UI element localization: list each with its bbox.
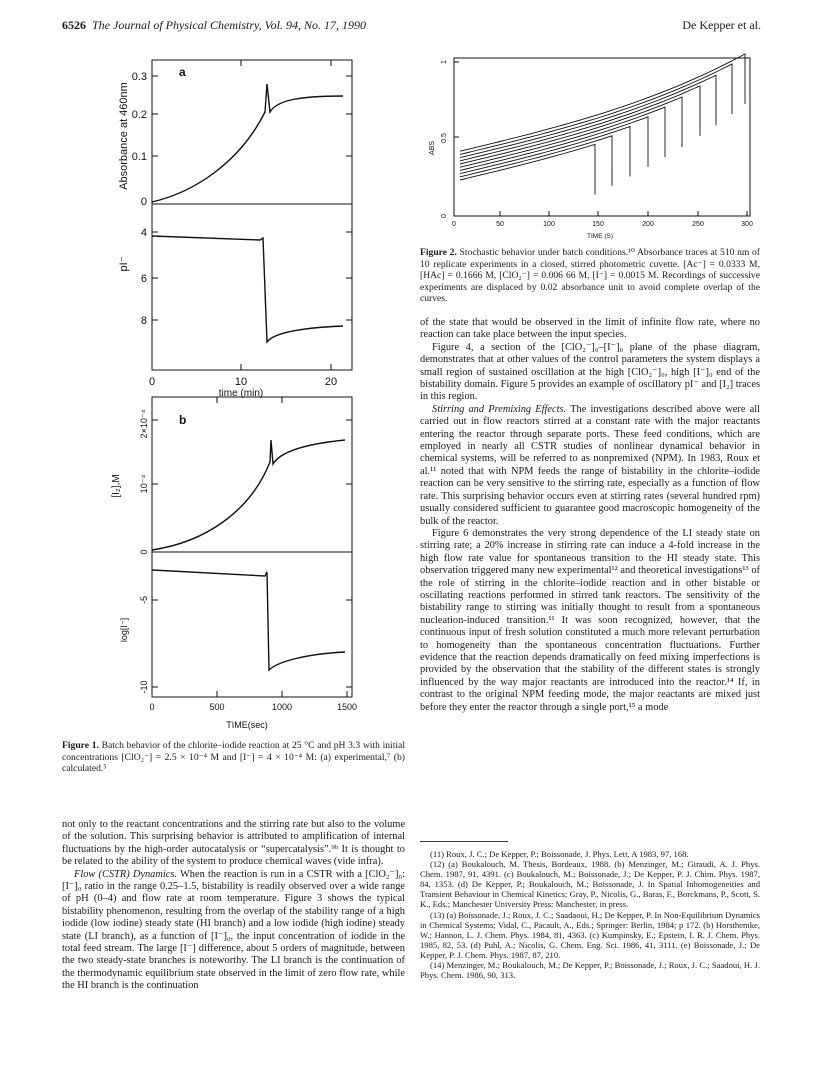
- running-header: [62, 18, 366, 33]
- paragraph: Figure 6 demonstrates the very strong dependence of the LI steady state on stirring rate; a 20% increase in stirring rate can induce a 4-fold increase in the high flow rate value for spontaneous transition to the HI steady state. This observation triggered many new experimental¹² and theoretical investigations¹³ of the role of stirring in the chlorite–iodide reaction and in other bistable or oscillating reactions performed in stirred tank reactors. The sensitivity of the bistability range to stirring was initially thought to result from a spontaneous nucleation-induced transition.¹¹ It was soon recognized, however, that the continuous input of fresh solution constituted a much more relevant perturbation to homogeneity than the spontaneous concentration fluctuations. Further evidence that the reaction depends dramatically on feed mixing imperfections is provided by the observation that the stability of the different states is strongly influenced by the way major reactants are introduced into the reactor.¹⁴ If, in contrast to the original NPM feeding mode, the major reactants are mixed just before they enter the reactor through a single port,¹⁵ a mode: [420, 527, 760, 713]
- figure-1b-ytick: 2×10⁻⁴: [139, 409, 149, 439]
- section-heading: Stirring and Premixing Effects.: [432, 403, 567, 415]
- figure-1b-frame: [152, 397, 352, 697]
- figure-1-caption-label: Figure 1.: [62, 740, 99, 751]
- figure-2-traces: [460, 54, 745, 195]
- reference-item: (13) (a) Boissonade, J.; Roux, J. C.; Saadaoui, H.; De Kepper, P. In Non-Equilibrium Dynamics in Chemical Systems; Vidal, C., Pacault, A., Eds.; Springer: Berlin, 1984; p 172. (b) Horsthemke, W.; Hannon, L. J. Chem. Phys. 1984, 81, 4363. (c) Kumpinsky, E.; Epstein, I. R. J. Chem. Phys. 1985, 82, 53. (d) Puhl, A.; Nicolis, G. Chem. Eng. Sci. 1986, 41, 3111. (e) Boissonade, J.; De Kepper, P. J. Chem. Phys. 1987, 87, 210.: [420, 909, 760, 960]
- figure-1b-xtick: 1500: [336, 702, 358, 712]
- figure-1-caption: [62, 740, 405, 775]
- figure-2-ytick: 0: [441, 214, 448, 218]
- left-column-text: [62, 819, 405, 993]
- figure-2-caption: [420, 247, 760, 305]
- figure-1b-iodine-curve: [152, 440, 345, 550]
- figure-2-trace: [460, 54, 745, 151]
- reference-item: (12) (a) Boukalouch, M. Thesis, Bordeaux, 1988. (b) Menzinger, M.; Giraudi, A. J. Phys. Chem. 1987, 91, 4391. (c) Boukalouch, M.; Boissonade, J.; De Kepper, P. J. Chim. Phys. 1987, 84, 1353. (d) De Kepper, P.; Boukalouch, M.; Boissonade, J. In Spatial Inhomogeneities and Transient Behaviour in Chemical Kinetics; Gray, P., Nicolis, G., Baras, F., Borckmans, P., Scott, S. K., Eds.; Manchester University Press: Manchester, in press.: [420, 859, 760, 910]
- section-heading: Flow (CSTR) Dynamics.: [74, 868, 178, 880]
- figure-1b-bottom-ylabel: log[I⁻]: [119, 617, 129, 643]
- figure-2-xtick: 300: [741, 221, 753, 228]
- reference-item: (14) Menzinger, M.; Boukalouch, M.; De Kepper, P.; Boissonade, J.; Roux, J. C.; Saadoui, H. J. Phys. Chem. 1986, 90, 313.: [420, 960, 760, 981]
- paragraph: of the state that would be observed in the limit of infinite flow rate, where no reaction can take place between the input species.: [420, 317, 760, 341]
- footnote-rule: [420, 841, 508, 842]
- figure-1-caption-text: Batch behavior of the chlorite–iodide reaction at 25 °C and pH 3.3 with initial concentrations [ClO₂⁻] = 2.5 × 10⁻⁴ M and [I⁻] = 4 × 10⁻⁴ M: (a) experimental,⁷ (b) calculated.⁵: [62, 740, 405, 775]
- paragraph: Stirring and Premixing Effects. The investigations described above were all carried out in flow reactors stirred at a constant rate with the major reactants entering the reactor through separate ports. These feed conditions, which are employed in nearly all CSTR studies of nonlinear dynamical behavior in chemical systems, will be referred to as nonpremixed (NPM). In 1983, Roux et al.¹¹ noted that with NPM feeds the range of bistability in the chlorite–iodide reaction can be very sensitive to the stirring rate, especially as a function of flow rate. This surprising behavior occurs even at stirring rates (several hundred rpm) usually considered sufficient to guarantee good macroscopic homogeneity of the bulk of the reactor.: [420, 403, 761, 527]
- figure-2-xtick: 0: [452, 221, 456, 228]
- references: [420, 849, 760, 980]
- figure-1b-ytick: -10: [139, 680, 149, 694]
- figure-2-xtick: 50: [496, 221, 504, 228]
- figure-1a-ytick: 0.2: [131, 109, 147, 121]
- figure-1a-ytick: 6: [140, 273, 147, 285]
- figure-1b-top-ylabel: [I₂],M: [111, 474, 122, 498]
- figure-2-caption-label: Figure 2.: [420, 247, 457, 258]
- figure-1b-xtick: 1000: [271, 702, 293, 712]
- figure-2-ytick: 1: [441, 60, 448, 64]
- figure-1b-xtick: 500: [209, 702, 225, 712]
- author-header: De Kepper et al.: [682, 18, 761, 32]
- figure-1a-xtick: 10: [234, 376, 248, 388]
- figure-1b-xtick: 0: [149, 702, 155, 712]
- figure-2-ylabel: ABS: [429, 140, 436, 156]
- figure-1a-pI-curve: [152, 236, 343, 342]
- figure-1a-xtick: 20: [324, 376, 338, 388]
- figure-1a-ytick: 0.3: [131, 71, 147, 83]
- figure-1b-xlabel: TIME(sec): [226, 720, 268, 730]
- figure-1a-top-ylabel: Absorbance at 460nm: [118, 82, 130, 190]
- figure-1b-ytick: 0: [139, 549, 149, 555]
- journal-citation: The Journal of Physical Chemistry, Vol. 94, No. 17, 1990: [92, 18, 366, 32]
- figure-1b-ytick: 10⁻⁴: [139, 474, 149, 494]
- figure-1b-ytick: -5: [139, 595, 149, 605]
- figure-1a-xlabel: time (min): [218, 388, 264, 399]
- figure-2: [420, 52, 770, 242]
- figure-2-xlabel: TIME (S): [587, 233, 613, 240]
- figure-2-trace: [460, 107, 665, 167]
- figure-2-xtick: 200: [642, 221, 654, 228]
- figure-1a-ytick: 0: [140, 196, 147, 208]
- figure-2-caption-text: Stochastic behavior under batch conditions.¹⁰ Absorbance traces at 510 nm of 10 replicate experiments in a closed, stirred photometric cuvette. [Ac⁻] = 0.0333 M, [HAc] = 0.1666 M, [ClO₂⁻] = 0.006 66 M, [I⁻] = 0.0015 M. Recordings of successive experiments are displaced by 0.02 absorbance unit to avoid complete overlap of the curves.: [420, 247, 760, 305]
- figure-1a-frame: [152, 60, 352, 370]
- figure-1a-ytick: 0.1: [131, 151, 147, 163]
- page-number: 6526: [62, 18, 86, 32]
- paragraph: Figure 4, a section of the [ClO₂⁻]₀–[I⁻]₀ plane of the phase diagram, demonstrates that at other values of the control parameters the system displays a small region of sustained oscillation at the high [ClO₂⁻]₀, high [I⁻]₀ end of the bistability domain. Figure 5 provides an example of oscillatory pI⁻ and [I₂] traces in this region.: [420, 341, 760, 403]
- figure-1a-xtick: 0: [148, 376, 156, 388]
- figure-1a-absorbance-curve: [152, 84, 343, 202]
- paragraph: not only to the reactant concentrations and the stirring rate but also to the volume of the solution. This surprising behavior is attributed to amplification of internal fluctuations by the high-order autocatalysis or “supercatalysis”.⁹ᵇ It is thought to be related to the ability of the system to produce chemical waves (vide infra).: [62, 819, 405, 868]
- figure-1b-iodide-curve: [152, 570, 345, 670]
- figure-2-xtick: 250: [692, 221, 704, 228]
- figure-1: [55, 52, 365, 732]
- figure-2-frame: [454, 58, 750, 216]
- figure-1a-bottom-ylabel: pI⁻: [118, 256, 130, 272]
- paragraph: Flow (CSTR) Dynamics. When the reaction is run in a CSTR with a [ClO₂⁻]₀:[I⁻]₀ ratio in the range 0.25–1.5, bistability is readily observed over a wide range of pH (0–4) and flow rate at room temperature. Figure 3 shows the typical bistability phenomenon, resulting from the overlap of the stability range of a high iodide (low iodine) steady state (HI branch) and a low iodide (high iodine) steady state (LI branch), as a function of [I⁻]₀, the input concentration of iodide in the total feed stream. The large [I⁻] difference, about 5 orders of magnitude, between the two steady-state branches is noteworthy. The LI branch is the continuation of the thermodynamic equilibrium state observed in the limit of zero flow rate, while the HI branch is the continuation: [62, 868, 405, 992]
- figure-2-ytick: 0.5: [441, 133, 448, 143]
- figure-2-trace: [460, 144, 595, 194]
- reference-item: (11) Roux, J. C.; De Kepper, P.; Boissonade, J. Phys. Lett. A 1983, 97, 168.: [430, 849, 689, 859]
- figure-2-xtick: 100: [543, 221, 555, 228]
- figure-1b-label: b: [179, 413, 187, 427]
- figure-1a-ytick: 4: [140, 227, 147, 239]
- right-column-text: [420, 317, 760, 714]
- figure-1a-label: a: [179, 65, 186, 79]
- figure-1a-ytick: 8: [140, 315, 147, 327]
- figure-2-xtick: 150: [592, 221, 604, 228]
